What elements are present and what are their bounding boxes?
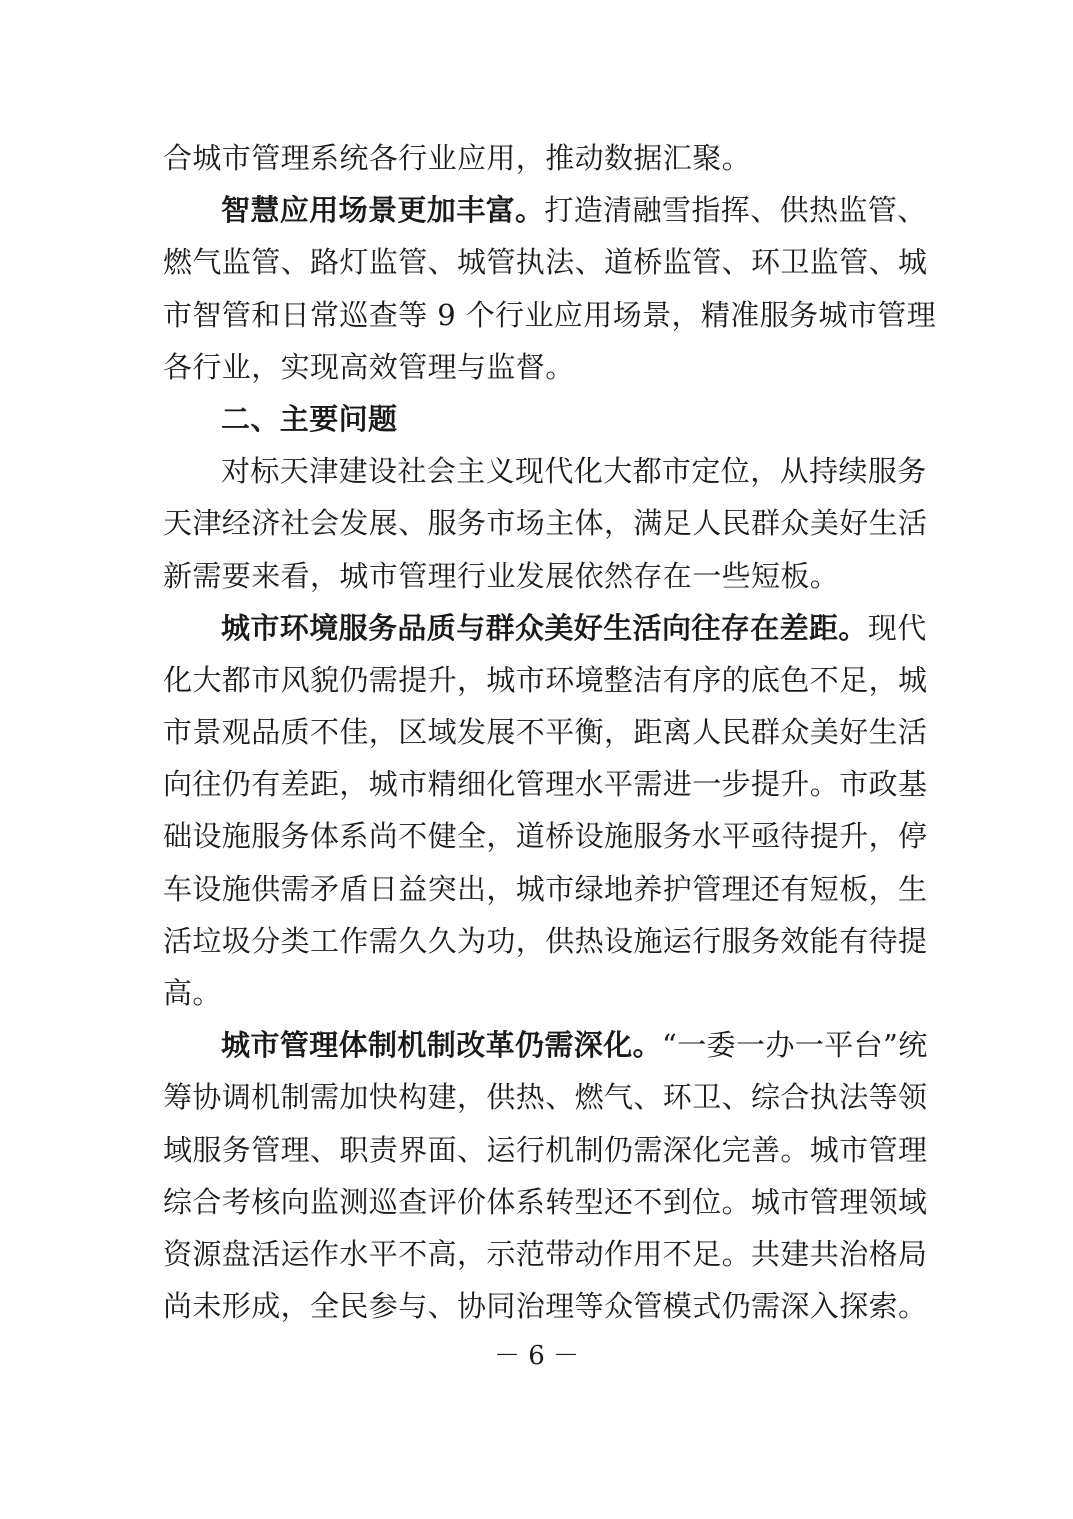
text-line: 资源盘活运作水平不高，示范带动作用不足。共建共治格局 (163, 1236, 928, 1271)
text-line: 天津经济社会发展、服务市场主体，满足人民群众美好生活 (163, 506, 928, 541)
paragraph-system-reform (163, 1019, 928, 1071)
text-line: 市智管和日常巡查等 9 个行业应用场景，精准服务城市管理 (163, 297, 937, 332)
text-line: 车设施供需矛盾日益突出，城市绿地养护管理还有短板，生 (163, 871, 928, 906)
text-line: 筹协调机制需加快构建，供热、燃气、环卫、综合执法等领 (163, 1080, 928, 1115)
text-line: 各行业，实现高效管理与监督。 (163, 349, 575, 384)
paragraph-lead-bold: 城市管理体制机制改革仍需深化。 (221, 1028, 663, 1063)
text-line: 综合考核向监测巡查评价体系转型还不到位。城市管理领域 (163, 1184, 928, 1219)
paragraph-urban-environment (163, 602, 927, 654)
paragraph-smart-scenarios (163, 184, 927, 236)
paragraph-lead-bold: 城市环境服务品质与群众美好生活向往存在差距。 (221, 610, 868, 645)
text-line: 新需要来看，城市管理行业发展依然存在一些短板。 (163, 558, 840, 593)
text-line: 化大都市风貌仍需提升，城市环境整洁有序的底色不足，城 (163, 662, 928, 697)
page-number: － 6 － (493, 1341, 580, 1371)
text-line: 对标天津建设社会主义现代化大都市定位，从持续服务 (221, 454, 927, 489)
text-line: 打造清融雪指挥、供热监管、 (544, 193, 927, 228)
text-line: 活垃圾分类工作需久久为功，供热设施运行服务效能有待提 (163, 923, 928, 958)
text-line: 域服务管理、职责界面、运行机制仍需深化完善。城市管理 (163, 1132, 928, 1167)
text-line: 向往仍有差距，城市精细化管理水平需进一步提升。市政基 (163, 767, 928, 802)
body-text (163, 132, 937, 1332)
text-line: 高。 (163, 976, 222, 1010)
text-line: “一委一办一平台”统 (662, 1028, 928, 1063)
text-line: 合城市管理系统各行业应用，推动数据汇聚。 (163, 141, 752, 175)
text-line: 燃气监管、路灯监管、城管执法、道桥监管、环卫监管、城 (163, 245, 928, 280)
paragraph-continuation (163, 132, 913, 184)
text-line: 础设施服务体系尚不健全，道桥设施服务水平亟待提升，停 (163, 819, 928, 854)
text-line: 市景观品质不佳，区域发展不平衡，距离人民群众美好生活 (163, 715, 928, 750)
text-line: 尚未形成，全民参与、协同治理等众管模式仍需深入探索。 (163, 1289, 928, 1324)
section-heading: 二、主要问题 (221, 401, 398, 436)
paragraph-lead-bold: 智慧应用场景更加丰富。 (221, 193, 545, 228)
text-line: 现代 (867, 610, 927, 645)
